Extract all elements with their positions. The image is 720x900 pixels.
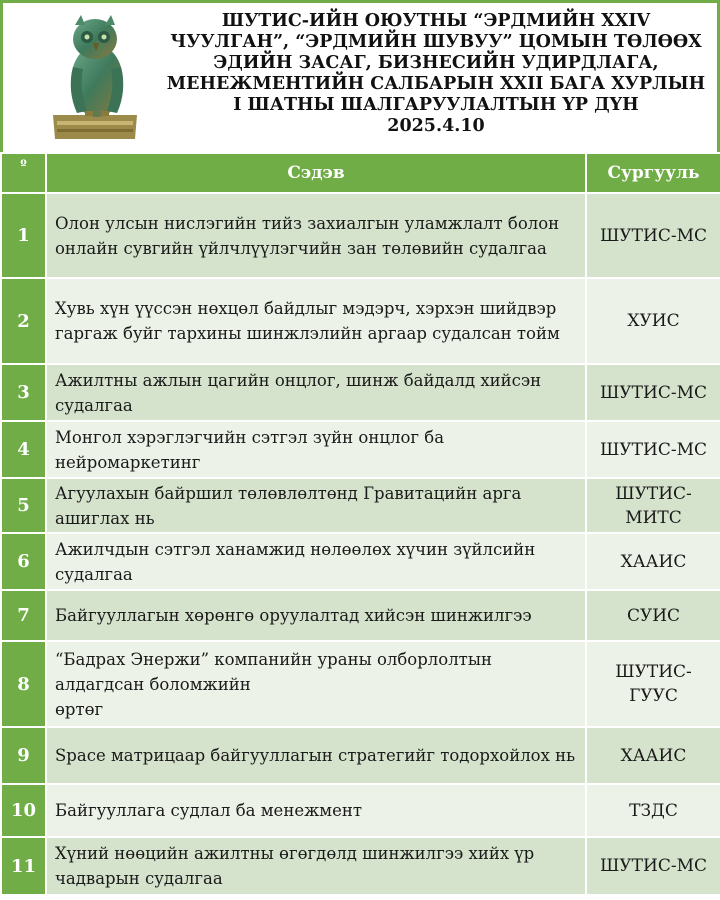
row-number: 2 <box>1 278 46 364</box>
row-topic: Монгол хэрэглэгчийн сэтгэл зүйн онцлог ба нейромаркетинг <box>46 421 586 478</box>
row-number: 3 <box>1 364 46 421</box>
table-row <box>1 421 720 478</box>
row-school: ШУТИС-МС <box>586 364 720 421</box>
row-topic: Олон улсын нислэгийн тийз захиалгын уламжлалт болон онлайн сувгийн үйлчлүүлэгчийн зан төлөвийн судалгаа <box>46 193 586 278</box>
row-number: 7 <box>1 590 46 641</box>
owl-trophy-icon <box>47 11 143 143</box>
row-topic: Ажилтны ажлын цагийн онцлог, шинж байдалд хийсэн судалгаа <box>46 364 586 421</box>
row-number: 8 <box>1 641 46 727</box>
table-row <box>1 590 720 641</box>
table-row <box>1 727 720 784</box>
row-school: СУИС <box>586 590 720 641</box>
event-date: 2025.4.10 <box>387 116 485 136</box>
row-topic: Space матрицаар байгууллагын стратегийг тодорхойлох нь <box>46 727 586 784</box>
row-school: ШУТИС-ГУУС <box>586 641 720 727</box>
table-row <box>1 278 720 364</box>
row-school: ХУИС <box>586 278 720 364</box>
row-topic: Хувь хүн үүссэн нөхцөл байдлыг мэдэрч, хэрхэн шийдвэр гаргаж буйг тархины шинжлэлийн аргаар судалсан тойм <box>46 278 586 364</box>
col-header-number: º <box>1 153 46 193</box>
table-row <box>1 641 720 727</box>
table-row <box>1 533 720 590</box>
title-text: ШУТИС-ИЙН ОЮУТНЫ “ЭРДМИЙН XXIV ЧУУЛГАН”, “ЭРДМИЙН ШУВУУ” ЦОМЫН ТӨЛӨӨХ ЭДИЙН ЗАСАГ, БИЗНЕСИЙН УДИРДЛАГА, МЕНЕЖМЕНТИЙН САЛБАРЫН XXII БАГА ХУРЛЫН I ШАТНЫ ШАЛГАРУУЛАЛТЫН ҮР ДҮН <box>166 11 706 115</box>
col-header-school: Сургууль <box>586 153 720 193</box>
header <box>0 0 720 152</box>
row-topic: Байгууллагын хөрөнгө оруулалтад хийсэн шинжилгээ <box>46 590 586 641</box>
table-row <box>1 837 720 895</box>
row-school: ШУТИС-МС <box>586 193 720 278</box>
table-header-row <box>1 153 720 193</box>
row-number: 5 <box>1 478 46 533</box>
row-topic: Хүний нөөцийн ажилтны өгөгдөлд шинжилгээ хийх үр чадварын судалгаа <box>46 837 586 895</box>
row-school: ХААИС <box>586 533 720 590</box>
row-school: ШУТИС-МС <box>586 421 720 478</box>
row-topic: Байгууллага судлал ба менежмент <box>46 784 586 837</box>
row-number: 1 <box>1 193 46 278</box>
table-row <box>1 193 720 278</box>
row-topic: “Бадрах Энержи” компанийн ураны олборлолтын алдагдсан боломжийн өртөг <box>46 641 586 727</box>
row-topic: Агуулахын байршил төлөвлөлтөнд Гравитацийн арга ашиглах нь <box>46 478 586 533</box>
row-school: ТЗДС <box>586 784 720 837</box>
row-number: 10 <box>1 784 46 837</box>
row-school: ШУТИС-МС <box>586 837 720 895</box>
results-table <box>0 152 720 896</box>
page-title <box>153 11 719 137</box>
row-number: 9 <box>1 727 46 784</box>
row-number: 6 <box>1 533 46 590</box>
table-row <box>1 478 720 533</box>
table-row <box>1 364 720 421</box>
row-school: ШУТИС-МИТС <box>586 478 720 533</box>
row-topic: Ажилчдын сэтгэл ханамжид нөлөөлөх хүчин зүйлсийн судалгаа <box>46 533 586 590</box>
col-header-topic: Сэдэв <box>46 153 586 193</box>
row-school: ХААИС <box>586 727 720 784</box>
table-row <box>1 784 720 837</box>
row-number: 11 <box>1 837 46 895</box>
row-number: 4 <box>1 421 46 478</box>
